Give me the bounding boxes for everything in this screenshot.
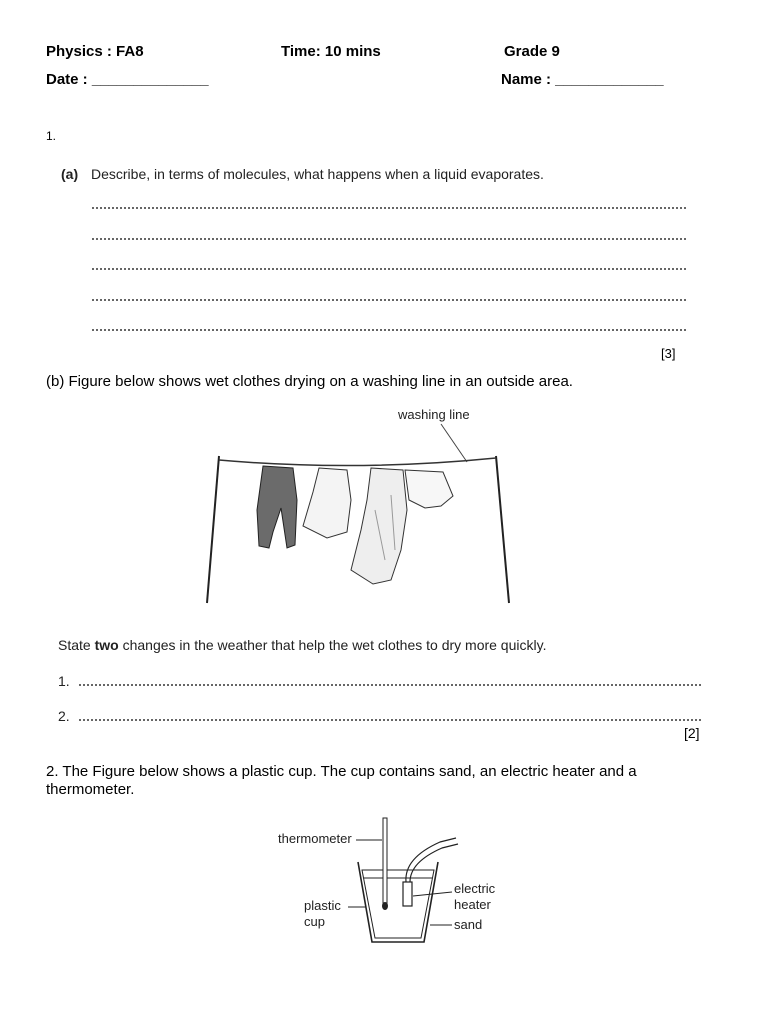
state-suffix: changes in the weather that help the wet clothes to dry more quickly. xyxy=(118,637,547,653)
answer-line-a2[interactable] xyxy=(91,238,686,240)
grade-label: Grade 9 xyxy=(504,43,560,60)
state-prefix: State xyxy=(58,637,95,653)
answer-1-number: 1. xyxy=(58,673,70,689)
thermometer-label: thermometer xyxy=(278,831,352,846)
electric-heater xyxy=(403,882,412,906)
washing-line-figure xyxy=(195,400,515,610)
washing-line-label: washing line xyxy=(398,407,470,422)
question-1-number: 1. xyxy=(46,129,57,143)
part-b-question: (b) Figure below shows wet clothes drying on a washing line in an outside area. xyxy=(46,373,573,390)
date-field[interactable]: Date : ______________ xyxy=(46,71,209,88)
answer-line-a1[interactable] xyxy=(91,207,686,209)
cup-label: cup xyxy=(304,914,325,929)
heater-label: heater xyxy=(454,897,491,912)
answer-line-b1[interactable] xyxy=(78,684,702,686)
sand-label: sand xyxy=(454,917,483,932)
right-pole xyxy=(496,456,509,603)
thermometer-stem xyxy=(383,818,387,906)
trousers-garment xyxy=(257,466,297,548)
question-2-text: 2. The Figure below shows a plastic cup. The cup contains sand, an electric heater and a thermometer. xyxy=(46,763,637,798)
state-bold: two xyxy=(94,637,119,653)
long-garment xyxy=(351,468,407,584)
part-a-label: (a) xyxy=(61,166,79,182)
shirt-garment xyxy=(303,468,351,538)
name-field[interactable]: Name : _____________ xyxy=(501,71,664,88)
time-label: Time: 10 mins xyxy=(281,43,381,60)
cup-inner-wall xyxy=(362,870,434,938)
marks-a: [3] xyxy=(661,346,676,361)
thermometer-bulb xyxy=(382,902,388,910)
marks-b: [2] xyxy=(684,725,700,741)
part-a-question: Describe, in terms of molecules, what happens when a liquid evaporates. xyxy=(91,166,544,182)
answer-line-a3[interactable] xyxy=(91,268,686,270)
electric-label: electric xyxy=(454,881,496,896)
subject-title: Physics : FA8 xyxy=(46,43,144,60)
answer-2-number: 2. xyxy=(58,708,70,724)
towel-garment xyxy=(405,470,453,508)
washing-line-pointer xyxy=(441,424,467,462)
plastic-label: plastic xyxy=(304,898,341,913)
washing-line xyxy=(219,458,496,466)
plastic-cup-figure xyxy=(270,812,510,952)
answer-line-a5[interactable] xyxy=(91,329,686,331)
answer-line-a4[interactable] xyxy=(91,299,686,301)
left-pole xyxy=(207,456,219,603)
answer-line-b2[interactable] xyxy=(78,719,702,721)
state-question xyxy=(58,637,546,653)
